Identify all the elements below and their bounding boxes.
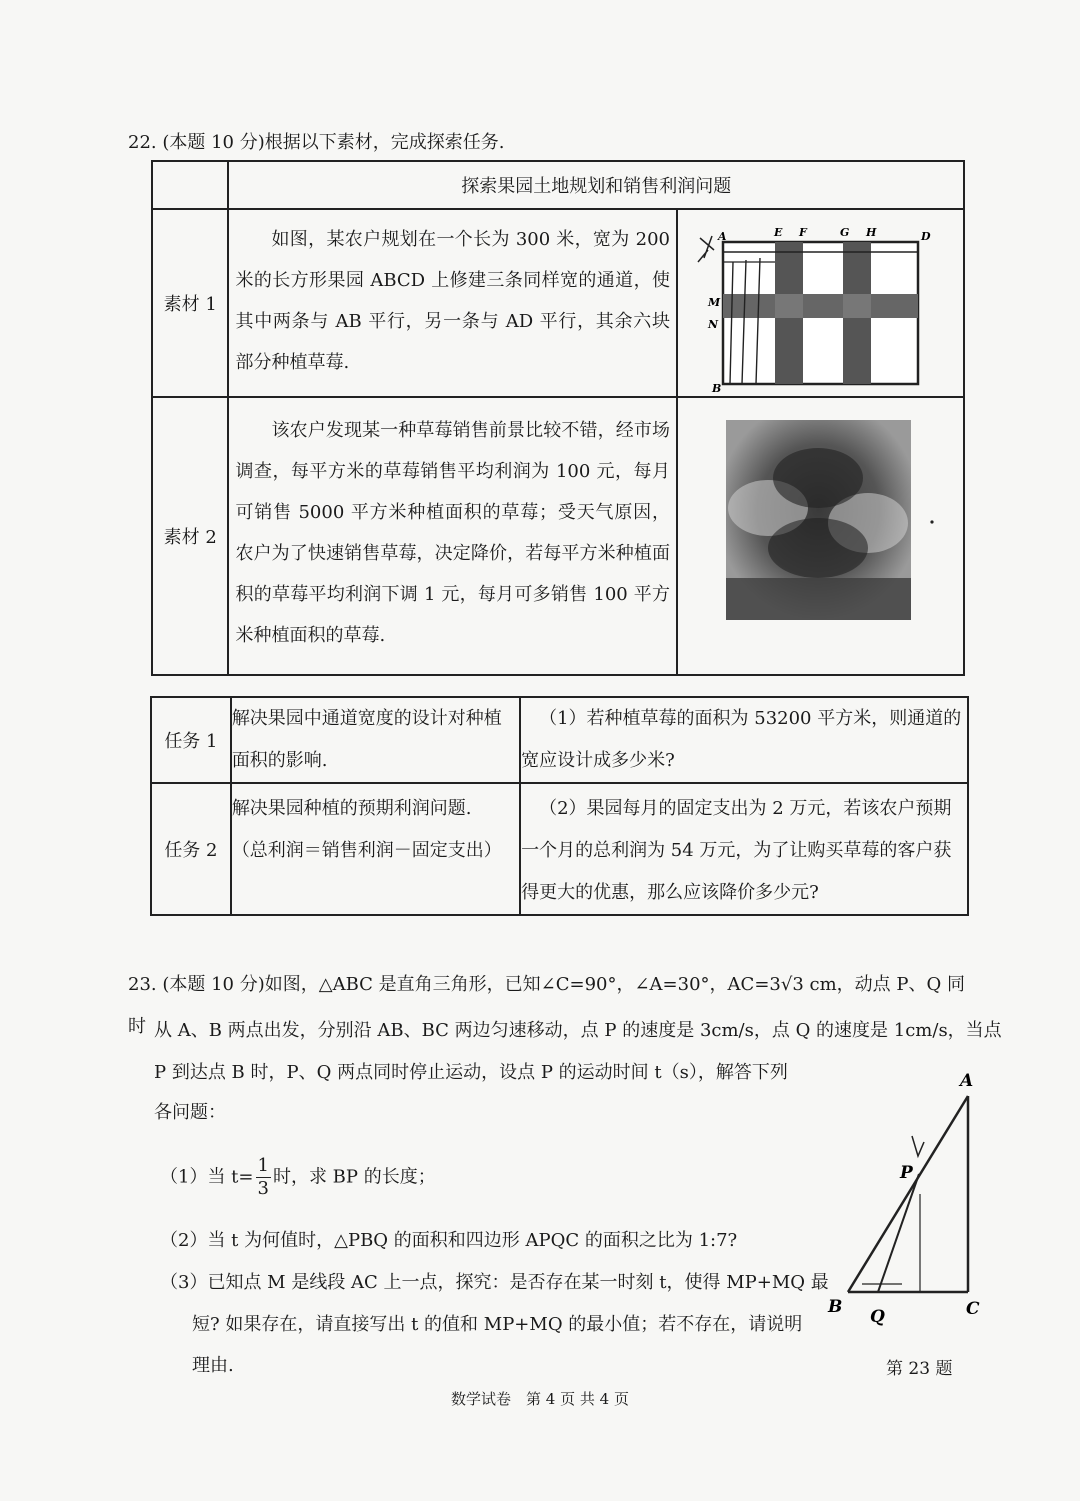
task1-desc: 解决果园中通道宽度的设计对种植面积的影响.: [231, 697, 520, 783]
fraction-denominator: 3: [257, 1178, 269, 1199]
material2-cell: [228, 397, 677, 675]
label-b: B: [711, 382, 722, 395]
label-g: G: [839, 226, 850, 239]
fraction-numerator: 1: [257, 1155, 269, 1176]
task2-formula: （总利润＝销售利润－固定支出）: [231, 840, 502, 861]
orchard-plan-figure: [678, 210, 963, 396]
q22-header: 22. (本题 10 分)根据以下素材，完成探索任务.: [128, 132, 505, 153]
material1-text: 如图，某农户规划在一个长为 300 米，宽为 200 米的长方形果园 ABCD 上修建三条同样宽的通道，使其中两条与 AB 平行，另一条与 AD 平行，其余六块部分种植草莓.: [235, 229, 670, 373]
sub1-suffix: 时，求 BP 的长度；: [272, 1166, 436, 1188]
task2-desc-cell: [231, 783, 520, 915]
q23-line1: 23. (本题 10 分)如图，△ABC 是直角三角形，已知∠C=90°，∠A=30°，AC=3√3 cm，动点 P、Q 同时: [128, 974, 965, 1037]
task1-label: 任务 1: [151, 697, 231, 783]
path-cross-2: [843, 294, 871, 318]
photo-leaf-4: [768, 518, 868, 578]
q23-line2: 从 A、B 两点出发，分别沿 AB、BC 两边匀速移动，点 P 的速度是 3cm/s，点 Q 的速度是 1cm/s，当点: [154, 1020, 1002, 1041]
fig-label-b: B: [828, 1297, 843, 1317]
q23-sub3-line3: 理由.: [192, 1355, 234, 1376]
photo-leaf-3: [773, 448, 863, 508]
q23-sub3-line2: 短? 如果存在，请直接写出 t 的值和 MP+MQ 的最小值；若不存在，请说明: [192, 1314, 803, 1335]
strawberry-photo: [678, 398, 963, 674]
photo-soil: [726, 578, 911, 620]
material2-text: 该农户发现某一种草莓销售前景比较不错，经市场调查，每平方米的草莓销售平均利润为 100 元，每月可销售 5000 平方米种植面积的草莓；受天气原因，农户为了快速销售草莓，决定降价，若每平方米种植面积的草莓平均利润下调 1 元，每月可多销售 100 平方米种植面积的草莓.: [235, 420, 670, 646]
label-m: M: [707, 296, 721, 309]
q23-sub3-line1: （3）已知点 M 是线段 AC 上一点，探究：是否存在某一时刻 t，使得 MP+MQ 最: [160, 1272, 829, 1293]
side-ab: [848, 1096, 968, 1292]
q23-sub1: [160, 1155, 436, 1200]
fig-label-c: C: [966, 1299, 980, 1319]
q23-line3: P 到达点 B 时，P、Q 两点同时停止运动，设点 P 的运动时间 t（s），解答下列: [154, 1062, 788, 1083]
path-mn: [723, 294, 918, 318]
task1-question: （1）若种植草莓的面积为 53200 平方米，则通道的宽应设计成多少米?: [520, 697, 968, 783]
orchard-figure-cell: [677, 209, 964, 397]
table-title: 探索果园土地规划和销售利润问题: [228, 161, 964, 209]
label-h: H: [865, 226, 877, 239]
material1-label: 素材 1: [152, 209, 228, 397]
page-footer: 数学试卷 第 4 页 共 4 页: [451, 1390, 629, 1408]
figure-caption: 第 23 题: [886, 1359, 953, 1379]
task2-label: 任务 2: [151, 783, 231, 915]
q23-line4: 各问题：: [154, 1102, 226, 1123]
table-corner: [152, 161, 228, 209]
material2-label: 素材 2: [152, 397, 228, 675]
label-a: A: [717, 230, 727, 243]
label-f: F: [798, 226, 807, 239]
sub1-prefix: （1）当 t=: [160, 1166, 254, 1188]
material1-cell: [228, 209, 677, 397]
strawberry-photo-cell: [677, 397, 964, 675]
pen-mark: [698, 236, 714, 262]
path-cross-1: [775, 294, 803, 318]
task2-question: （2）果园每月的固定支出为 2 万元，若该农户预期一个月的总利润为 54 万元，为了让购买草莓的客户获得更大的优惠，那么应该降价多少元?: [520, 783, 968, 915]
fig-label-p: P: [900, 1163, 913, 1183]
q23-sub2: （2）当 t 为何值时，△PBQ 的面积和四边形 APQC 的面积之比为 1:7?: [160, 1230, 738, 1251]
materials-table: [151, 160, 965, 676]
sub1-fraction: [256, 1155, 271, 1200]
tasks-table: [150, 696, 969, 916]
label-n: N: [707, 318, 719, 331]
pen-arrow: [912, 1136, 924, 1156]
task2-desc: 解决果园种植的预期利润问题.: [231, 798, 472, 819]
stray-dot: [930, 520, 933, 523]
fig-label-a: A: [960, 1071, 974, 1091]
fig-label-q: Q: [870, 1307, 885, 1327]
label-d: D: [920, 230, 931, 243]
triangle-figure: [820, 1066, 990, 1328]
label-e: E: [773, 226, 783, 239]
